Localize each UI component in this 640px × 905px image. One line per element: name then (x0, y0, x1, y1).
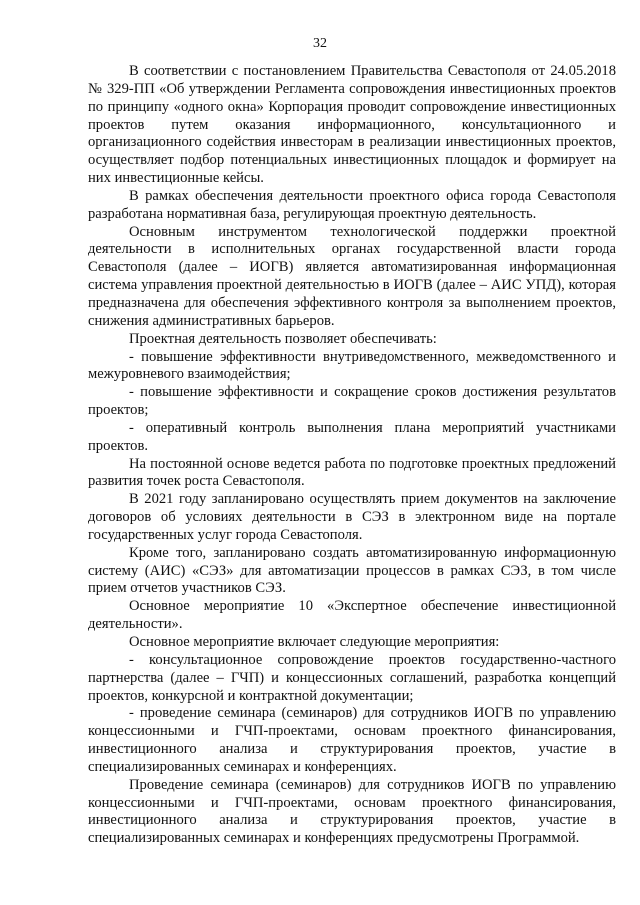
paragraph: Кроме того, запланировано создать автоматизированную информационную систему (АИС) «СЭЗ» для автоматизации процессов в рамках СЭЗ, в том числе прием отчетов участников СЭЗ. (88, 544, 616, 597)
paragraph: Проведение семинара (семинаров) для сотрудников ИОГВ по управлению концессионными и ГЧП-проектами, основам проектного финансирования, инвестиционного анализа и структурирования проектов, участие в специализированных семинарах и конференциях предусмотрены Программой. (88, 776, 616, 847)
list-item: - проведение семинара (семинаров) для сотрудников ИОГВ по управлению концессионными и ГЧП-проектами, основам проектного финансирования, инвестиционного анализа и структурирования проектов, участие в специализированных семинарах и конференциях. (88, 705, 616, 775)
paragraph: В рамках обеспечения деятельности проектного офиса города Севастополя разработана нормативная база, регулирующая проектную деятельность. (88, 187, 616, 222)
paragraph: Проектная деятельность позволяет обеспечивать: (129, 330, 437, 347)
paragraph: На постоянной основе ведется работа по подготовке проектных предложений развития точек роста Севастополя. (88, 455, 616, 490)
list-item: - оперативный контроль выполнения плана мероприятий участниками проектов. (88, 419, 616, 454)
paragraph: Основное мероприятие включает следующие мероприятия: (129, 634, 500, 650)
page-number: 32 (313, 36, 327, 51)
list-item: - повышение эффективности и сокращение сроков достижения результатов проектов; (88, 384, 616, 419)
paragraph: В соответствии с постановлением Правительства Севастополя от 24.05.2018 № 329-ПП «Об утверждении Регламента сопровождения инвестиционных проектов по принципу «одного окна» Корпорация проводит сопровождение инвестиционных проектов путем оказания информационного, консультационного и организационного содействия инвесторам в реализации инвестиционных проектов, осуществляет подбор потенциальных инвестиционных площадок и формирует на них инвестиционные кейсы. (88, 63, 616, 187)
paragraph: Основное мероприятие 10 «Экспертное обеспечение инвестиционной деятельности». (88, 598, 616, 633)
document-body (88, 63, 616, 848)
list-item: - консультационное сопровождение проектов государственно-частного партнерства (далее – ГЧП) и концессионных соглашений, разработка концепций проектов, конкурсной и контрактной документации; (88, 651, 616, 704)
paragraph: В 2021 году запланировано осуществлять прием документов на заключение договоров об условиях деятельности в СЭЗ в электронном виде на портале государственных услуг города Севастополя. (88, 491, 616, 543)
paragraph: Основным инструментом технологической поддержки проектной деятельности в исполнительных органах государственной власти города Севастополя (далее – ИОГВ) является автоматизированная информационная система управления проектной деятельностью в ИОГВ (далее – АИС УПД), которая предназначена для обеспечения эффективного контроля за выполнением проектов, снижения административных барьеров. (88, 223, 616, 329)
list-item: - повышение эффективности внутриведомственного, межведомственного и межуровневого взаимодействия; (88, 348, 616, 383)
